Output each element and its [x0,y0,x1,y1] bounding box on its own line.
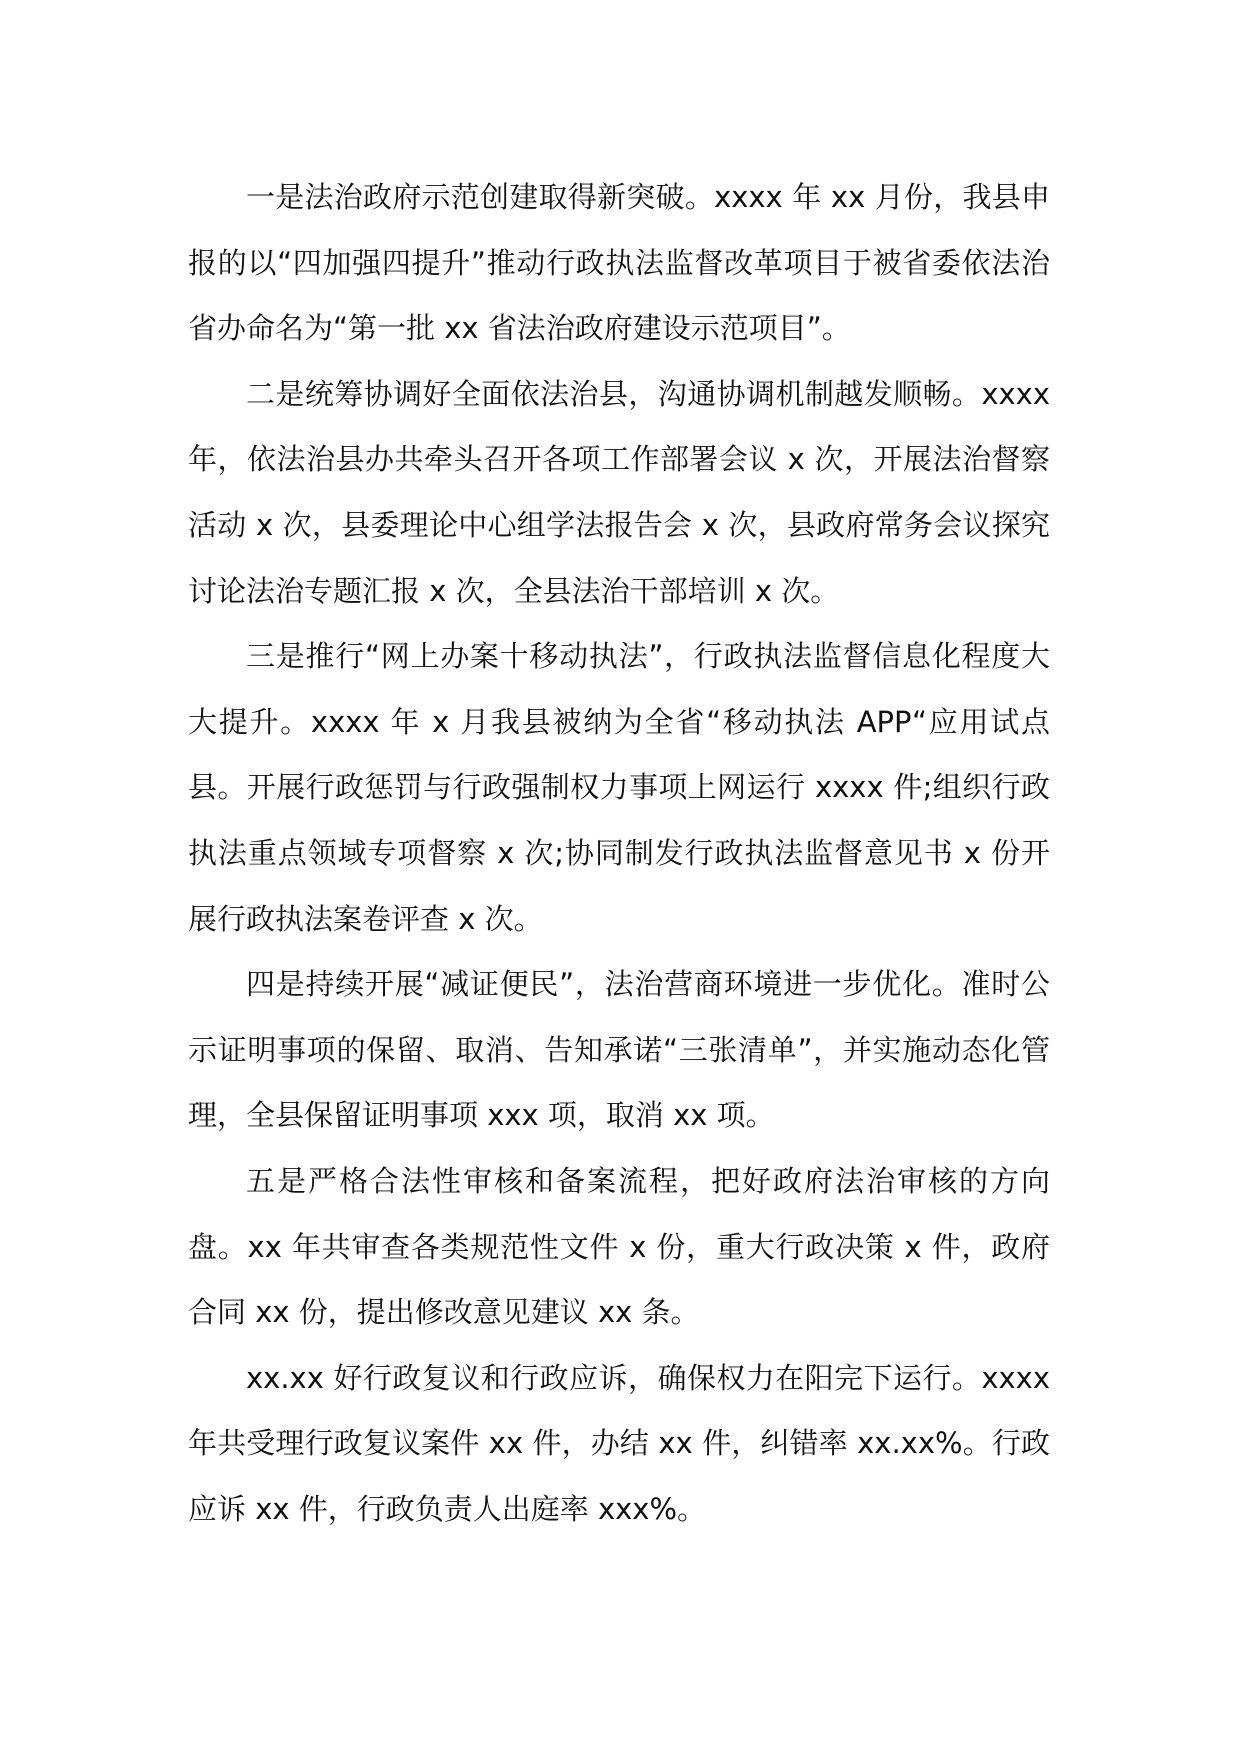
paragraph-6: xx.xx 好行政复议和行政应诉，确保权力在阳完下运行。xxxx 年共受理行政复议案件 xx 件，办结 xx 件，纠错率 xx.xx%。行政应诉 xx 件，行政负责人出庭率 xxx%。 [188,1360,1050,1526]
paragraph-2: 二是统筹协调好全面依法治县，沟通协调机制越发顺畅。xxxx 年，依法治县办共牵头召开各项工作部署会议 x 次，开展法治督察活动 x 次，县委理论中心组学法报告会 x 次，县政府常务会议探究讨论法治专题汇报 x 次，全县法治干部培训 x 次。 [188,376,1050,608]
paragraph-1: 一是法治政府示范创建取得新突破。xxxx 年 xx 月份，我县申报的以“四加强四提升”推动行政执法监督改革项目于被省委依法治省办命名为“第一批 xx 省法治政府建设示范项目”。 [188,180,1050,346]
paragraph-3: 三是推行“网上办案十移动执法”，行政执法监督信息化程度大大提升。xxxx 年 x 月我县被纳为全省“移动执法 APP“应用试点县。开展行政惩罚与行政强制权力事项上网运行 xxxx 件;组织行政执法重点领域专项督察 x 次;协同制发行政执法监督意见书 x 份开展行政执法案卷评查 x 次。 [188,639,1050,936]
paragraph-5: 五是严格合法性审核和备案流程，把好政府法治审核的方向盘。xx 年共审查各类规范性文件 x 份，重大行政决策 x 件，政府合同 xx 份，提出修改意见建议 xx 条。 [188,1163,1050,1330]
document-body [188,165,1050,1542]
paragraph-4: 四是持续开展“减证便民”，法治营商环境进一步优化。准时公示证明事项的保留、取消、告知承诺“三张清单”，并实施动态化管理，全县保留证明事项 xxx 项，取消 xx 项。 [188,967,1050,1133]
